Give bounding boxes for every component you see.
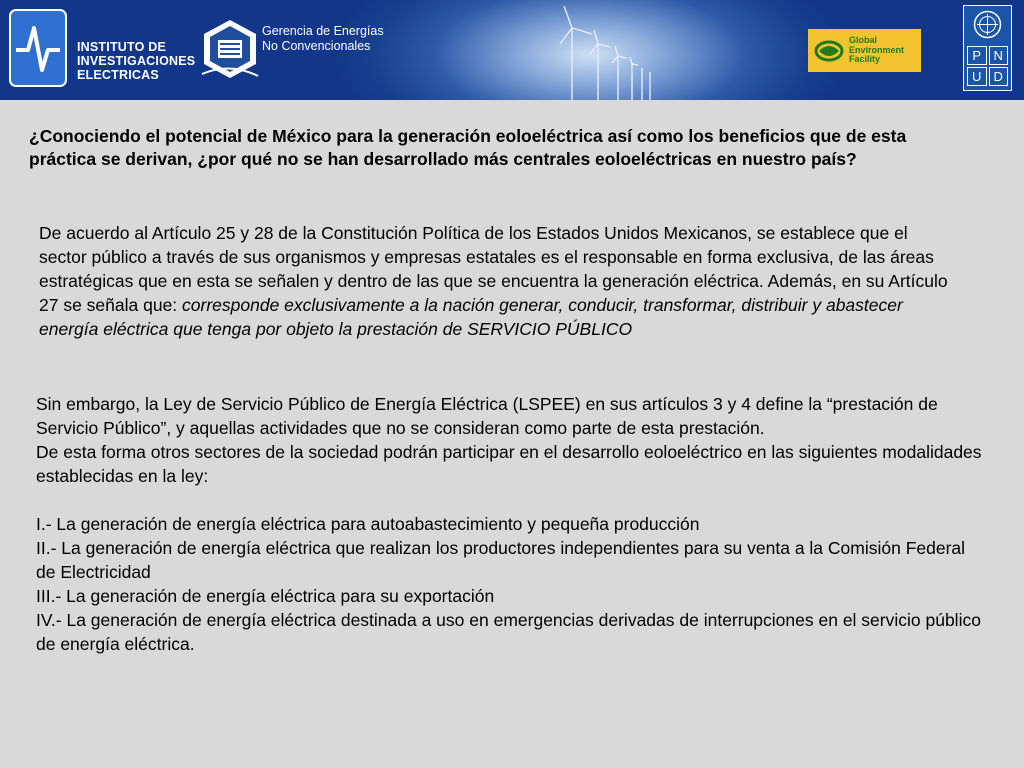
gerencia-line: No Convencionales bbox=[262, 39, 371, 53]
lspee-paragraph bbox=[36, 392, 986, 656]
gerencia-name bbox=[262, 24, 384, 54]
gef-logo bbox=[808, 29, 921, 72]
iie-line: ELECTRICAS bbox=[77, 68, 159, 82]
undp-letter: N bbox=[989, 46, 1009, 65]
gerencia-logo-icon bbox=[200, 18, 260, 82]
list-item: II.- La generación de energía eléctrica que realizan los productores independientes para su venta a la Comisión Federal de Electricidad bbox=[36, 538, 966, 582]
wind-turbines-icon bbox=[520, 0, 680, 100]
iie-line: INVESTIGACIONES bbox=[77, 54, 196, 68]
para2-line: Sin embargo, la Ley de Servicio Público de Energía Eléctrica (LSPEE) en sus artículos 3 y 4 define la “prestación de Servicio Público”, y aquellas actividades que no se consideran como parte de esta prestación. bbox=[36, 394, 938, 438]
para1-italic-quote: corresponde exclusivamente a la nación generar, conducir, transformar, distribuir y abastecer energía eléctrica que tenga por objeto la prestación de SERVICIO PÚBLICO bbox=[39, 295, 903, 339]
gef-globe-icon bbox=[813, 39, 845, 63]
header-banner bbox=[0, 0, 1024, 100]
undp-logo bbox=[963, 5, 1012, 91]
question-heading: ¿Conociendo el potencial de México para la generación eoloeléctrica así como los beneficios que de esta práctica se derivan, ¿por qué no se han desarrollado más centrales eoloeléctricas en nuestro país? bbox=[29, 126, 907, 169]
undp-letters bbox=[967, 46, 1008, 86]
iie-name bbox=[77, 40, 195, 82]
iie-logo-icon bbox=[8, 8, 68, 88]
un-emblem-icon bbox=[973, 10, 1002, 39]
gef-line: Environment bbox=[849, 44, 905, 55]
list-item: IV.- La generación de energía eléctrica destinada a uso en emergencias derivadas de interrupciones en el servicio público de energía eléctrica. bbox=[36, 610, 981, 654]
undp-letter: P bbox=[967, 46, 987, 65]
gef-line: Facility bbox=[849, 54, 881, 65]
para1-text: De acuerdo al Artículo 25 y 28 de la Constitución Política de los Estados Unidos Mexicanos, se establece que el sector público a través de sus organismos y empresas estatales es el responsable en forma exclusiva, de las áreas estratégicas que en esta se señalen y dentro de las que se encuentra la generación eléctrica. Además, en su Artículo 27 se señala que: bbox=[39, 223, 948, 315]
constitution-paragraph bbox=[39, 221, 959, 341]
list-item: III.- La generación de energía eléctrica para su exportación bbox=[36, 586, 495, 606]
gerencia-line: Gerencia de Energías bbox=[262, 24, 384, 38]
iie-line: INSTITUTO DE bbox=[77, 40, 166, 54]
undp-letter: U bbox=[967, 67, 987, 86]
gef-line: Global bbox=[849, 35, 878, 46]
undp-letter: D bbox=[989, 67, 1009, 86]
para2-line: De esta forma otros sectores de la sociedad podrán participar en el desarrollo eoloeléctrico en las siguientes modalidades establecidas en la ley: bbox=[36, 442, 982, 486]
gef-name bbox=[849, 36, 904, 65]
list-item: I.- La generación de energía eléctrica para autoabastecimiento y pequeña producción bbox=[36, 514, 700, 534]
spacer bbox=[36, 488, 986, 512]
